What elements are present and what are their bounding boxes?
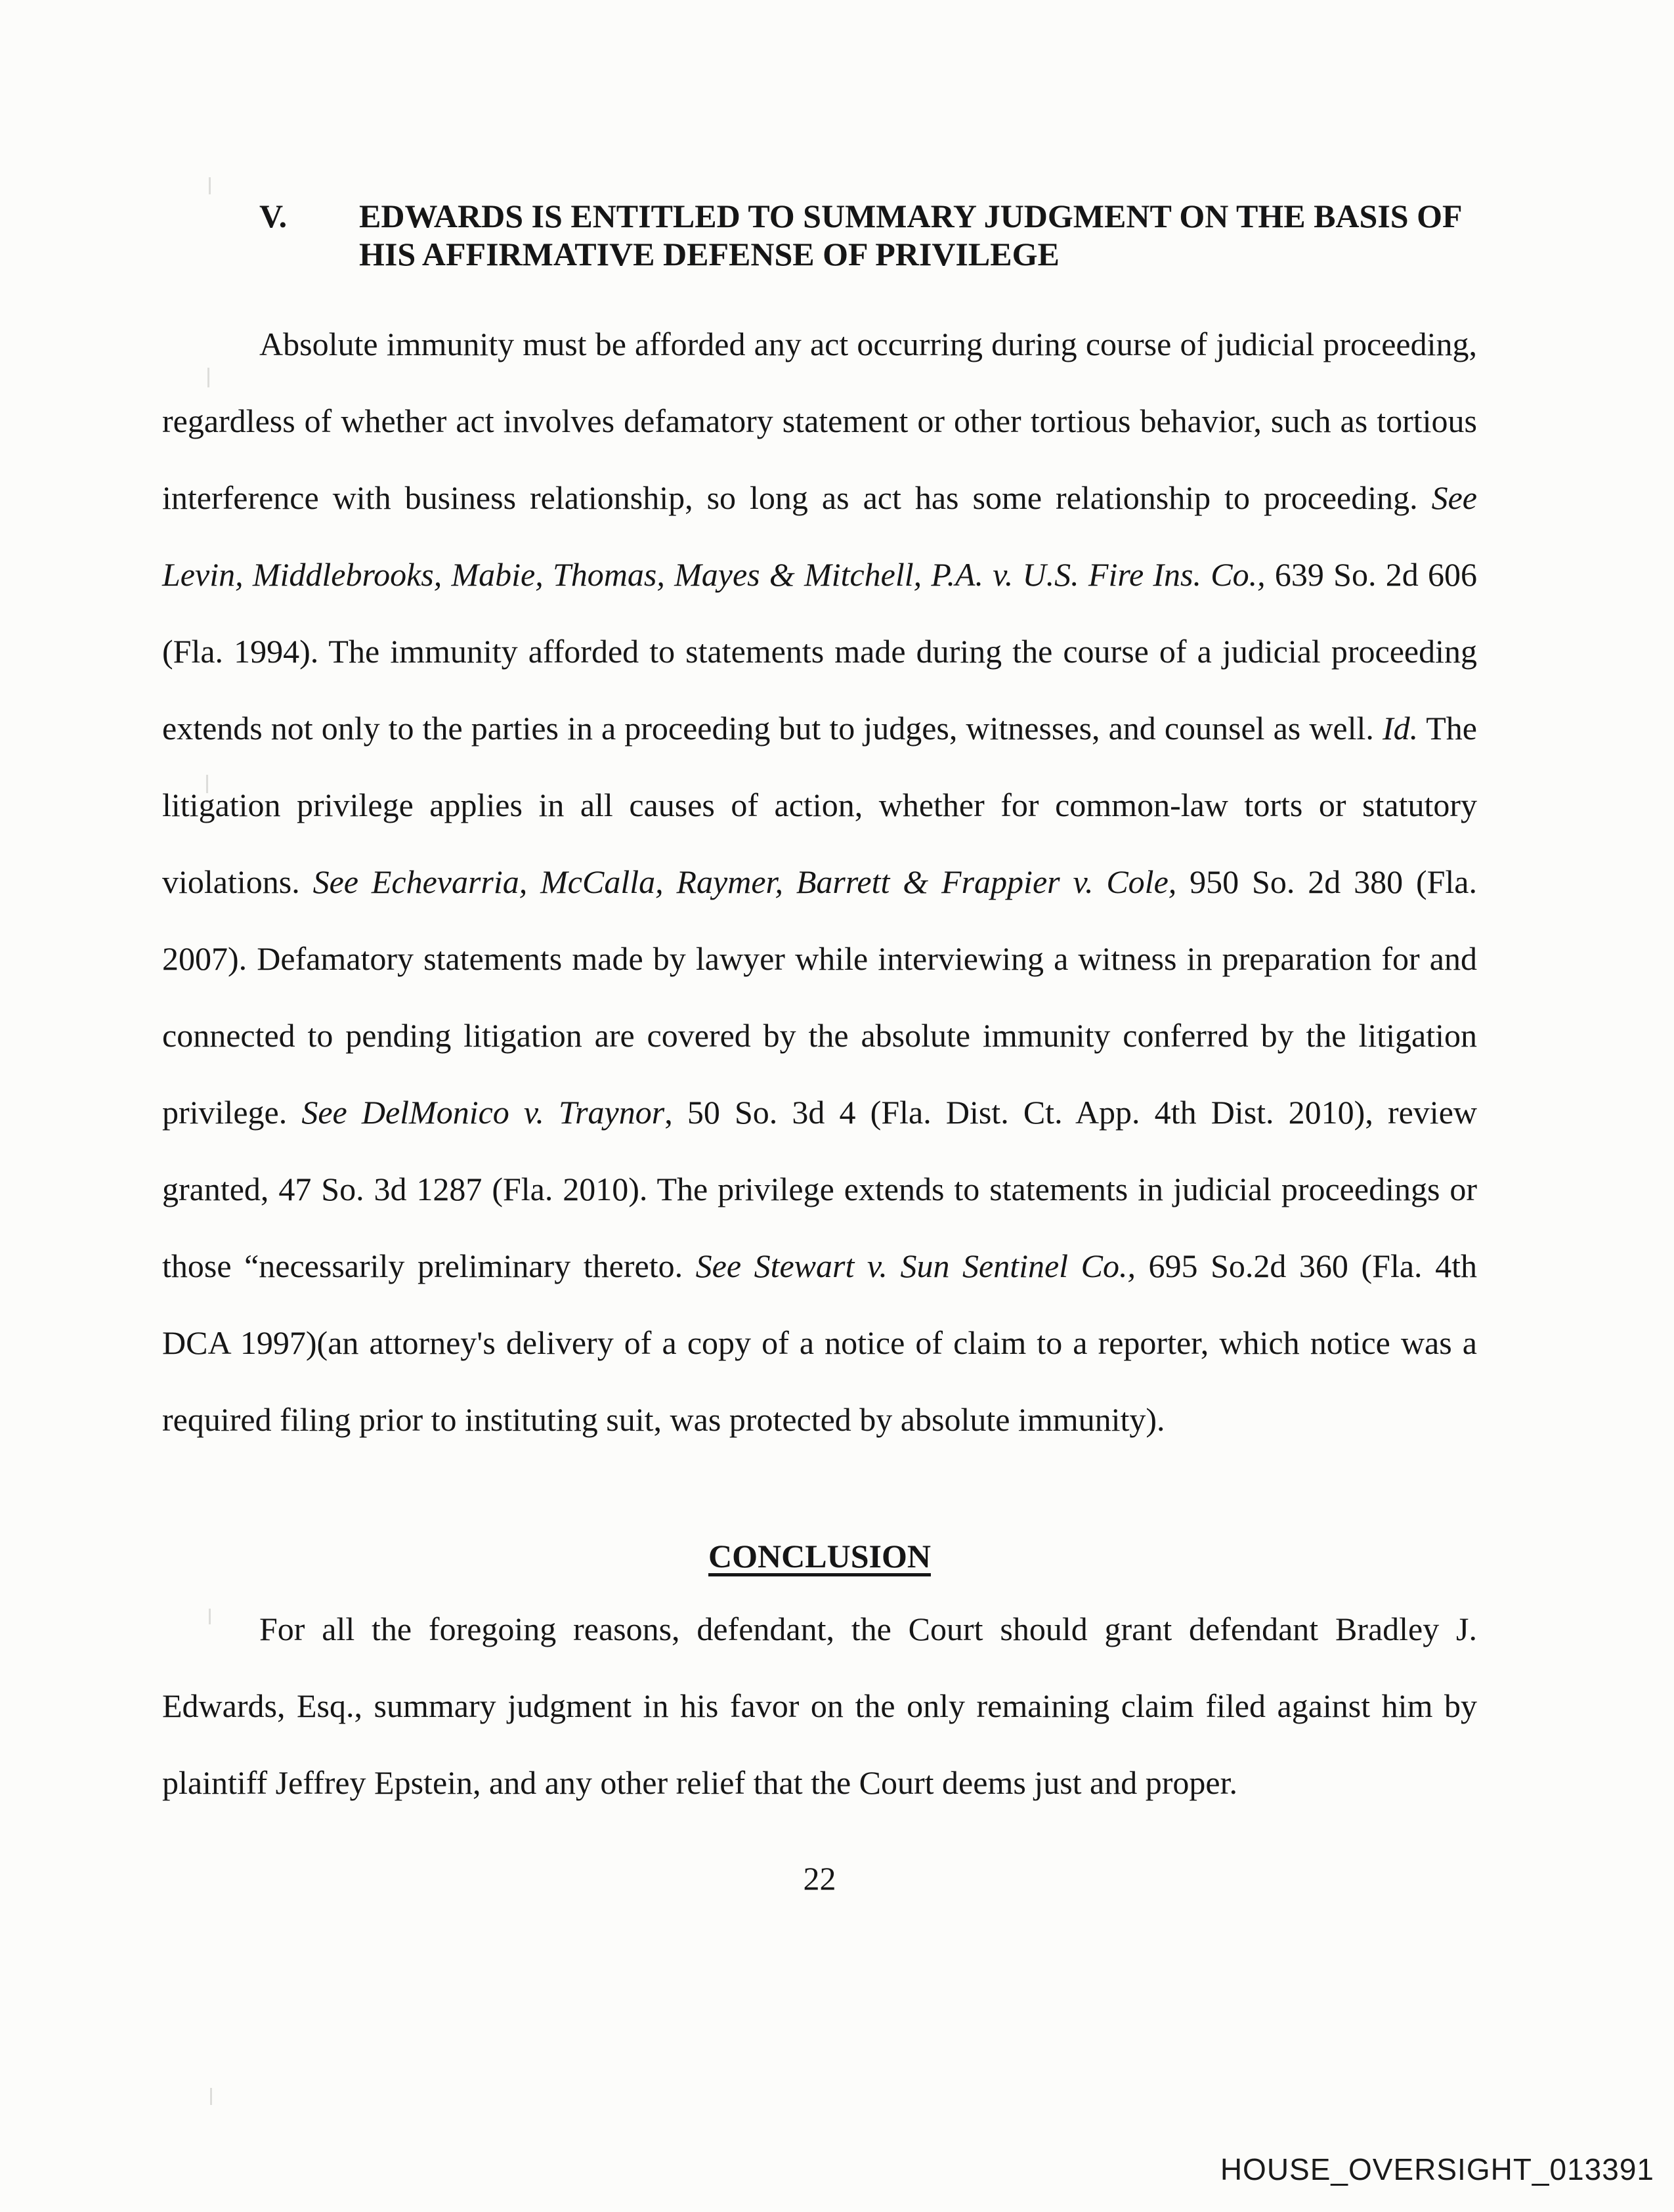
conclusion-paragraph: For all the foregoing reasons, defendant, the Court should grant defendant Bradley J. Edwards, Esq., summary judgment in his favor on the only remaining claim filed against him by plaintiff Jeffrey Epstein, and any other relief that the Court deems just and proper. <box>162 1611 1477 1801</box>
text-run: The litigation privilege applies in all causes of action, whether for common-law torts or statutory violations. <box>162 710 1477 900</box>
conclusion-heading-text: CONCLUSION <box>708 1538 931 1574</box>
text-run: , 50 So. 3d 4 (Fla. Dist. Ct. App. 4th Dist. 2010), review granted, 47 So. 3d 1287 (Fla. 2010). The privilege extends to statements in judicial proceedings or those “necessarily preliminary thereto. <box>162 1094 1478 1284</box>
body-paragraph <box>162 306 1477 1458</box>
text-run: Absolute immunity must be afforded any act occurring during course of judicial proceeding, regardless of whether act involves defamatory statement or other tortious behavior, such as tortious interference with business relationship, so long as act has some relationship to proceeding. <box>162 326 1477 516</box>
scan-artifact <box>210 2088 212 2105</box>
scan-artifact <box>209 177 211 194</box>
text-run: 950 So. 2d 380 (Fla. 2007). Defamatory statements made by lawyer while interviewing a witness in preparation for and connected to pending litigation are covered by the absolute immunity conferred by the litigation privilege. <box>162 863 1477 1131</box>
conclusion-heading <box>162 1537 1477 1575</box>
page-number: 22 <box>803 1860 836 1897</box>
text-run: 695 So.2d 360 (Fla. 4th DCA 1997)(an attorney's delivery of a copy of a notice of claim to a reporter, which notice was a required filing prior to instituting suit, was protected by absolute immunity). <box>162 1247 1477 1438</box>
section-heading <box>259 197 1477 273</box>
page-content <box>162 197 1477 1898</box>
text-run: 639 So. 2d 606 (Fla. 1994). The immunity afforded to statements made during the course of a judicial proceeding extends not only to the parties in a proceeding but to judges, witnesses, and counsel as well. <box>162 556 1477 747</box>
text-run: See Levin, Middlebrooks, Mabie, Thomas, Mayes & Mitchell, P.A. v. U.S. Fire Ins. Co., <box>162 479 1477 593</box>
text-run: See DelMonico v. Traynor <box>301 1094 665 1131</box>
text-run: See Echevarria, McCalla, Raymer, Barrett & Frappier v. Cole, <box>312 863 1177 900</box>
section-number: V. <box>259 198 288 234</box>
section-title: EDWARDS IS ENTITLED TO SUMMARY JUDGMENT ON THE BASIS OF HIS AFFIRMATIVE DEFENSE OF PRIVILEGE <box>359 198 1461 272</box>
text-run: See Stewart v. Sun Sentinel Co., <box>695 1247 1136 1284</box>
text-run: Id. <box>1382 710 1419 747</box>
bates-stamp: HOUSE_OVERSIGHT_013391 <box>1220 2152 1654 2186</box>
